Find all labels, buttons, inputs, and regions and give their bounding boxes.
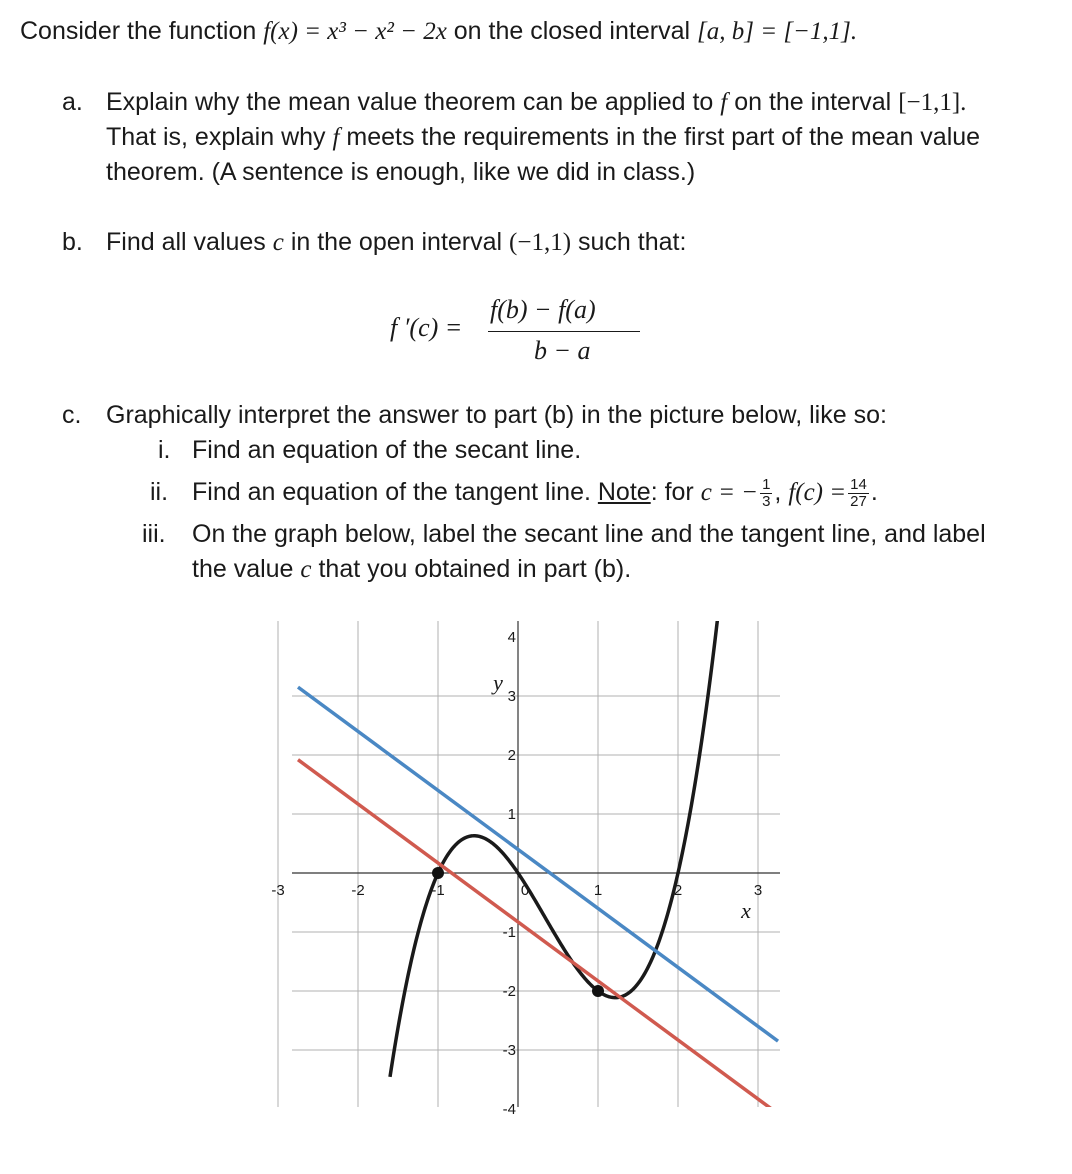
part-a-line2 [106,120,980,155]
item-iii-marker: iii. [142,520,166,548]
function-symbol: f [720,89,728,116]
endpoint-marker [432,867,444,879]
part-b-marker: b. [62,228,83,256]
x-tick-label: 1 [593,882,603,899]
x-axis-label: x [741,898,751,923]
part-a-text: Explain why the mean value theorem can be applied to [106,88,714,116]
item-ii-marker: ii. [150,478,169,506]
part-a-line1 [106,85,966,120]
variable-c: c [272,229,284,256]
function-graph [271,615,790,1118]
x-tick-label: -1 [431,882,445,899]
c-value: c = − [700,479,759,506]
item-iii-line2 [192,552,631,587]
item-iii-line1: On the graph below, label the secant line and the tangent line, and label [192,520,986,548]
function-symbol: f [332,124,340,151]
part-a-marker: a. [62,88,83,116]
secant-line [298,687,778,1041]
item-iii-text: that you obtained in part (b). [318,555,632,583]
y-tick-label: 2 [507,747,516,764]
item-i-marker: i. [158,436,171,464]
formula-numerator: f(b) − f(a) [490,295,596,324]
item-ii-text: : for [650,478,694,506]
part-a-text: on the interval [734,88,892,116]
intro-mid-text: on the closed interval [453,17,691,45]
closed-interval: [a, b] = [−1,1]. [696,18,858,45]
y-tick-label: -1 [502,924,516,941]
y-tick-label: -3 [502,1042,516,1059]
variable-c: c [300,556,312,583]
x-tick-label: -3 [271,882,285,899]
part-b-text: such that: [578,228,687,256]
intro-line [20,14,857,49]
formula-lhs: f ′(c) = [390,313,463,342]
fraction-one-third: $\frac{1}{3}$ [762,475,771,510]
part-a-text: That is, explain why [106,123,326,151]
x-tick-label: 0 [520,882,530,899]
x-tick-label: 2 [673,882,683,899]
formula-denominator: b − a [534,336,591,365]
part-b-text: in the open interval [290,228,503,256]
note-label: Note [597,478,651,506]
function-definition: f(x) = x³ − x² − 2x [263,18,447,45]
part-c-intro: Graphically interpret the answer to part (b) in the picture below, like so: [106,401,887,429]
y-tick-label: -4 [502,1101,516,1118]
item-ii-text: Find an equation of the tangent line. [192,478,591,506]
endpoint-marker [592,985,604,997]
interval: [−1,1]. [898,89,967,116]
item-i-text: Find an equation of the secant line. [192,436,582,464]
part-b-text: Find all values [106,228,266,256]
x-tick-label: 3 [753,882,763,899]
y-axis-label: y [493,670,503,696]
y-tick-label: 1 [507,806,516,823]
y-tick-label: -2 [502,983,516,1000]
part-a-line3: theorem. (A sentence is enough, like we did in class.) [106,158,696,186]
intro-text: Consider the function [20,17,257,45]
part-a-text: meets the requirements in the first part of the mean value [346,123,981,151]
y-tick-label: 3 [507,688,516,705]
formula-fraction-bar [488,331,640,332]
fraction-fourteen-27ths: $\frac{14}{27}$ [850,475,867,510]
part-c-marker: c. [62,401,82,429]
item-iii-text: the value [192,555,294,583]
f-of-c: f(c) = [788,479,847,506]
x-tick-label: -2 [351,882,365,899]
part-b-line [106,225,686,260]
open-interval: (−1,1) [509,229,572,256]
tangent-line [298,760,778,1114]
item-ii-line: Find an equation of the tangent line. Note: for c = − $\frac{1}{3}$ , f(c) = $\frac{14}{27}$ . [192,475,878,510]
y-tick-label: 4 [507,629,516,646]
